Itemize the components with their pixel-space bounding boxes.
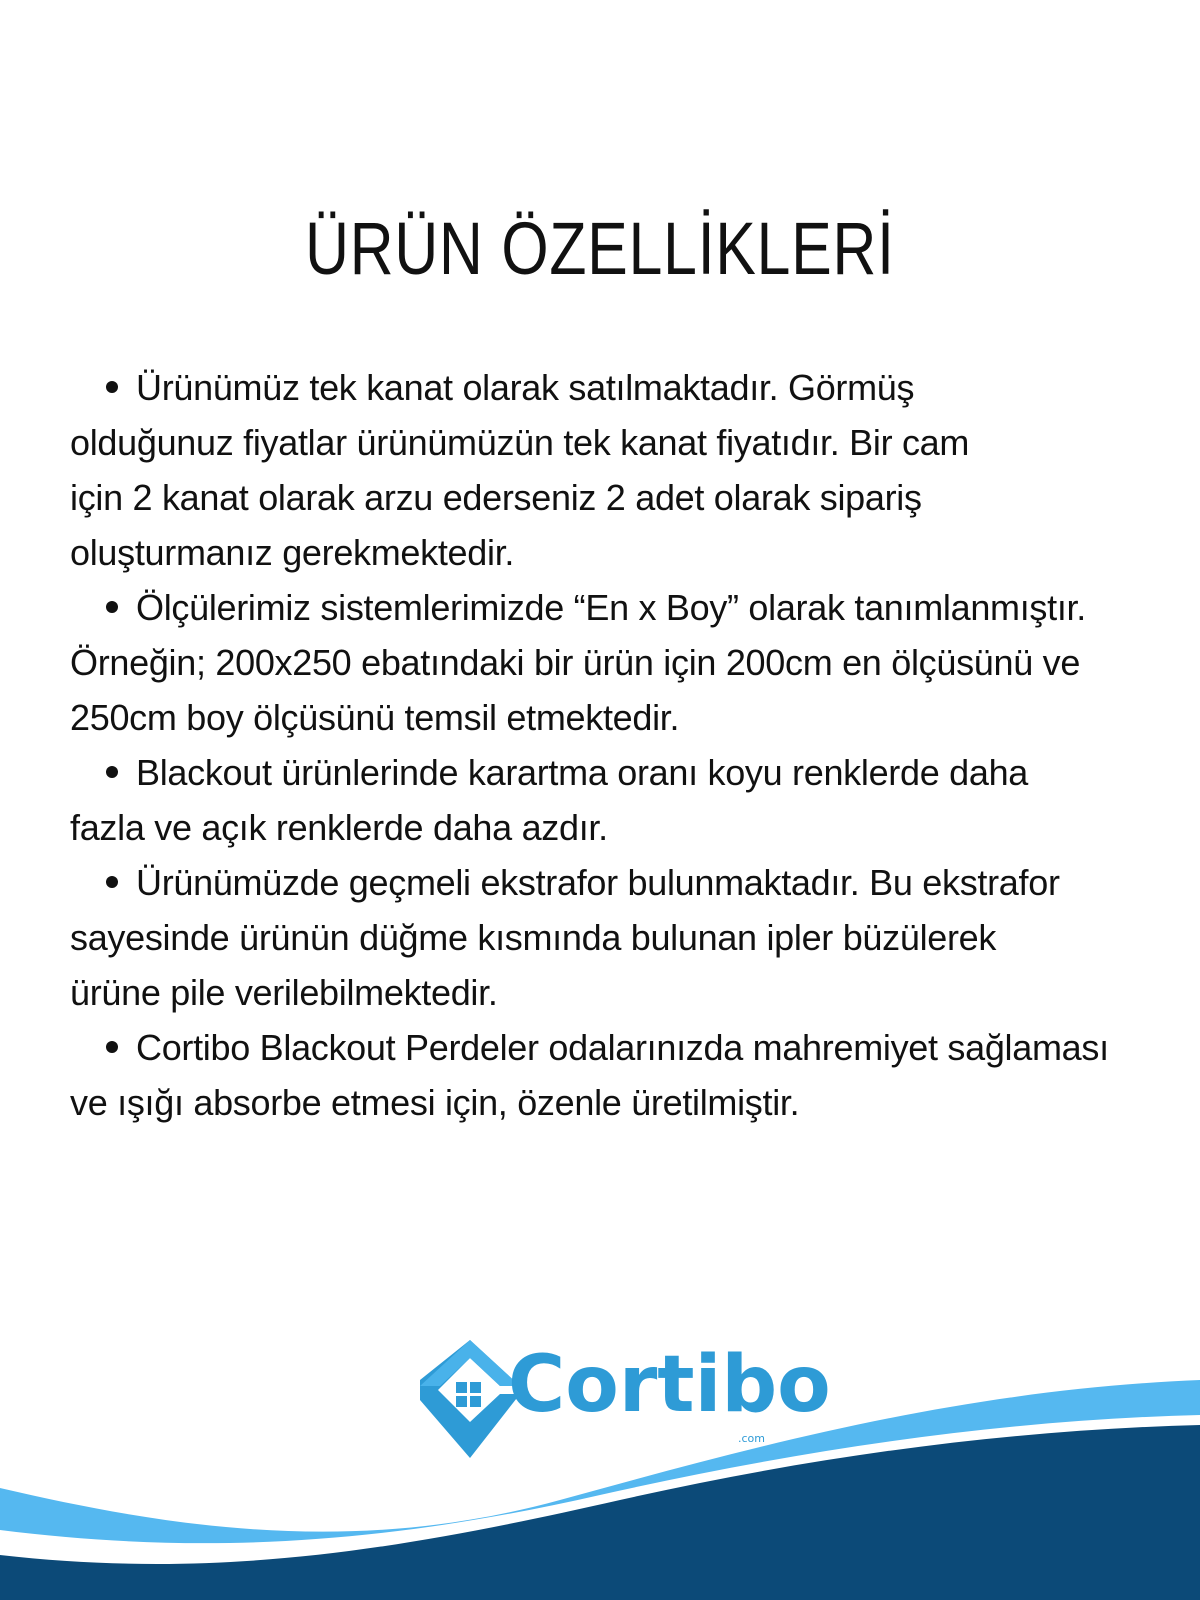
feature-list xyxy=(70,360,1130,1130)
feature-1-line-2: olduğunuz fiyatlar ürünümüzün tek kanat fiyatıdır. Bir cam xyxy=(70,422,970,463)
feature-2-line-1: Ölçülerimiz sistemlerimizde “En x Boy” olarak tanımlanmıştır. xyxy=(136,587,1086,628)
page-title: ÜRÜN ÖZELLİKLERİ xyxy=(305,207,895,290)
feature-item-3 xyxy=(70,745,1130,855)
feature-4-line-3: ürüne pile verilebilmektedir. xyxy=(70,972,498,1013)
cortibo-logo xyxy=(420,1340,831,1460)
feature-2-line-3: 250cm boy ölçüsünü temsil etmektedir. xyxy=(70,697,680,738)
feature-item-4 xyxy=(70,855,1130,1020)
feature-5-line-2: ve ışığı absorbe etmesi için, özenle üretilmiştir. xyxy=(70,1082,800,1123)
feature-2-line-2: Örneğin; 200x250 ebatındaki bir ürün için 200cm en ölçüsünü ve xyxy=(70,642,1081,683)
feature-3-line-1: Blackout ürünlerinde karartma oranı koyu renklerde daha xyxy=(136,752,1029,793)
house-diamond-logo-icon xyxy=(420,1340,520,1460)
feature-item-5 xyxy=(70,1020,1130,1130)
feature-item-2 xyxy=(70,580,1130,745)
feature-1-line-3: için 2 kanat olarak arzu ederseniz 2 adet olarak sipariş xyxy=(70,477,922,518)
bullet-icon xyxy=(106,601,118,613)
logo-wordmark: Cortibo xyxy=(508,1340,831,1430)
feature-1-line-4: oluşturmanız gerekmektedir. xyxy=(70,532,515,573)
feature-3-line-2: fazla ve açık renklerde daha azdır. xyxy=(70,807,608,848)
feature-1-line-1: Ürünümüz tek kanat olarak satılmaktadır. Görmüş xyxy=(136,367,915,408)
logo-domain-suffix: .com xyxy=(738,1432,765,1445)
feature-4-line-2: sayesinde ürünün düğme kısmında bulunan ipler büzülerek xyxy=(70,917,997,958)
feature-item-1 xyxy=(70,360,1130,580)
bullet-icon xyxy=(106,876,118,888)
feature-4-line-1: Ürünümüzde geçmeli ekstrafor bulunmaktadır. Bu ekstrafor xyxy=(136,862,1060,903)
bullet-icon xyxy=(106,1041,118,1053)
bullet-icon xyxy=(106,766,118,778)
feature-5-line-1: Cortibo Blackout Perdeler odalarınızda mahremiyet sağlaması xyxy=(136,1027,1109,1068)
bullet-icon xyxy=(106,381,118,393)
